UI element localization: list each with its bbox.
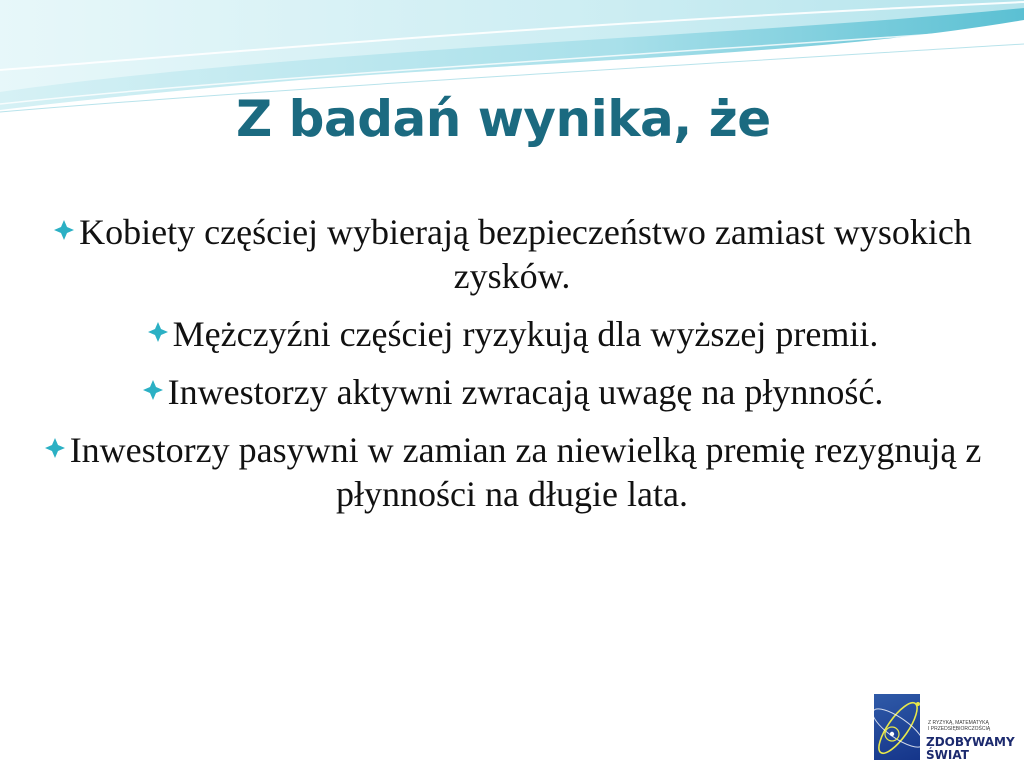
slide-title: Z badań wynika, że <box>236 90 771 148</box>
bullet-list <box>40 210 984 530</box>
diamond-bullet-icon <box>146 320 170 344</box>
bullet-text: Inwestorzy pasywni w zamian za niewielką premię rezygnują z płynności na długie lata. <box>69 430 982 514</box>
bullet-text: Inwestorzy aktywni zwracają uwagę na płynność. <box>167 372 884 412</box>
bullet-text: Mężczyźni częściej ryzykują dla wyższej premii. <box>172 314 879 354</box>
list-item <box>40 370 984 414</box>
diamond-bullet-icon <box>52 218 76 242</box>
list-item <box>40 312 984 356</box>
logo-tagline: Z RYZYKĄ, MATEMATYKĄ I PRZEDSIĘBIORCZOŚCIĄ <box>928 720 991 732</box>
bullet-text: Kobiety częściej wybierają bezpieczeństwo zamiast wysokich zysków. <box>79 212 972 296</box>
diamond-bullet-icon <box>43 436 67 460</box>
diamond-bullet-icon <box>141 378 165 402</box>
list-item <box>40 428 984 516</box>
list-item <box>40 210 984 298</box>
project-logo <box>866 686 1024 768</box>
logo-name: ZDOBYWAMY ŚWIAT <box>926 735 1015 762</box>
